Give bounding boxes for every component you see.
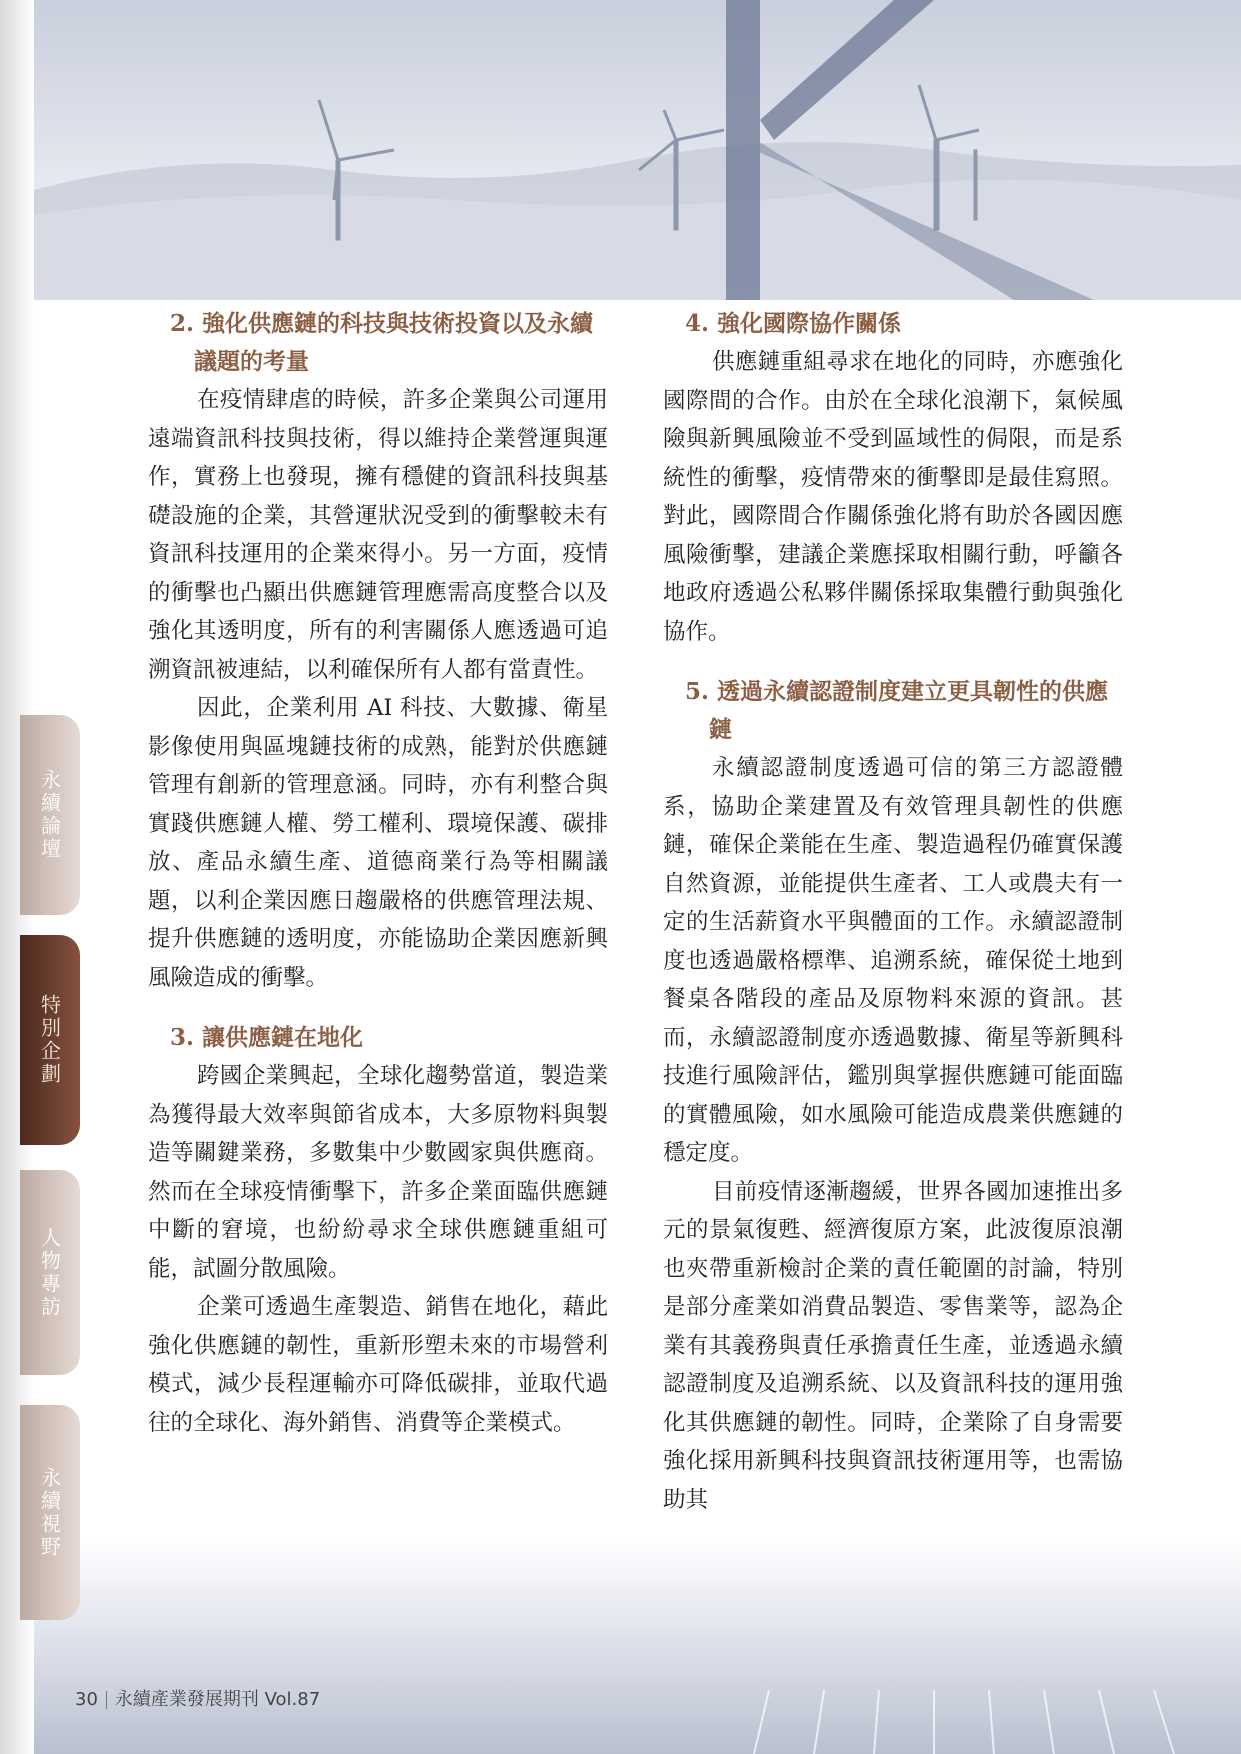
section-5-paragraph-1: 永續認證制度透過可信的第三方認證體系，協助企業建置及有效管理具韌性的供應鏈，確保企業能在生產、製造過程仍確實保護自然資源，並能提供生產者、工人或農夫有一定的生活薪資水平與體面的工作。永續認證制度也透過嚴格標準、追溯系統，確保從土地到餐桌各階段的產品及原物料來源的資訊。甚而，永續認證制度亦透過數據、衛星等新興科技進行風險評估，鑑別與掌握供應鏈可能面臨的實體風險，如水風險可能造成農業供應鏈的穩定度。 [663, 755, 1123, 1166]
side-tab-interview[interactable] [20, 1170, 80, 1375]
section-2-paragraph-2: 因此，企業利用 AI 科技、大數據、衛星影像使用與區塊鏈技術的成熟，能對於供應鏈管理有創新的管理意涵。同時，亦有利整合與實踐供應鏈人權、勞工權利、環境保護、碳排放、產品永續生產、道德商業行為等相關議題，以利企業因應日趨嚴格的供應管理法規、提升供應鏈的透明度，亦能協助企業因應新興風險造成的衝擊。 [148, 695, 608, 991]
page-footer [75, 1685, 320, 1711]
section-5-paragraph-2: 目前疫情逐漸趨緩，世界各國加速推出多元的景氣復甦、經濟復原方案，此波復原浪潮也夾帶重新檢討企業的責任範圍的討論，特別是部分產業如消費品製造、零售業等，認為企業有其義務與責任承擔責任生產，並透過永續認證制度及追溯系統、以及資訊科技的運用強化其供應鏈的韌性。同時，企業除了自身需要強化採用新興科技與資訊技術運用等，也需協助其 [663, 1178, 1123, 1513]
section-heading-3: 3. 讓供應鏈在地化 [170, 1024, 364, 1051]
footer-divider [106, 1691, 107, 1709]
side-tab-label: 永續視野 [37, 1466, 62, 1559]
section-heading-5: 5. 透過永續認證制度建立更具韌性的供應鏈 [685, 678, 1109, 743]
section-heading-4: 4. 強化國際協作關係 [685, 310, 902, 337]
side-tab-special-feature[interactable] [20, 935, 80, 1145]
section-4-paragraph-1: 供應鏈重組尋求在地化的同時，亦應強化國際間的合作。由於在全球化浪潮下，氣候風險與新興風險並不受到區域性的侷限，而是系統性的衝擊，疫情帶來的衝擊即是最佳寫照。對此，國際間合作關係強化將有助於各國因應風險衝擊，建議企業應採取相關行動，呼籲各地政府透過公私夥伴關係採取集體行動與強化協作。 [663, 349, 1123, 645]
wind-turbine-illustration [34, 0, 1241, 300]
section-3-paragraph-2: 企業可透過生產製造、銷售在地化，藉此強化供應鏈的韌性，重新形塑未來的市場營利模式，減少長程運輸亦可降低碳排，並取代過往的全球化、海外銷售、消費等企業模式。 [148, 1294, 608, 1436]
section-heading-2: 2. 強化供應鏈的科技與技術投資以及永續議題的考量 [170, 310, 594, 375]
section-2-paragraph-1: 在疫情肆虐的時候，許多企業與公司運用遠端資訊科技與技術，得以維持企業營運與運作，實務上也發現，擁有穩健的資訊科技與基礎設施的企業，其營運狀況受到的衝擊較未有資訊科技運用的企業來得小。另一方面，疫情的衝擊也凸顯出供應鏈管理應需高度整合以及強化其透明度，所有的利害關係人應透過可追溯資訊被連結，以利確保所有人都有當責性。 [148, 387, 608, 683]
side-tab-sustainability-forum[interactable] [20, 715, 80, 915]
side-tab-label: 人物專訪 [37, 1226, 62, 1319]
section-3-paragraph-1: 跨國企業興起，全球化趨勢當道，製造業為獲得最大效率與節省成本，大多原物料與製造等關鍵業務，多數集中少數國家與供應商。然而在全球疫情衝擊下，許多企業面臨供應鏈中斷的窘境，也紛紛尋求全球供應鏈重組可能，試圖分散風險。 [148, 1063, 608, 1282]
left-column [148, 305, 608, 1442]
publication-title: 永續產業發展期刊 Vol.87 [114, 1689, 321, 1710]
footer-background [34, 1540, 1241, 1754]
side-tab-label: 永續論壇 [37, 769, 62, 861]
wind-turbine-banner [34, 0, 1241, 300]
page-number: 30 [75, 1689, 98, 1710]
right-column [663, 305, 1123, 1519]
solar-panel-illustration [34, 1540, 1241, 1754]
side-tab-label: 特別企劃 [37, 994, 62, 1086]
side-tab-sustainability-vision[interactable] [20, 1405, 80, 1620]
